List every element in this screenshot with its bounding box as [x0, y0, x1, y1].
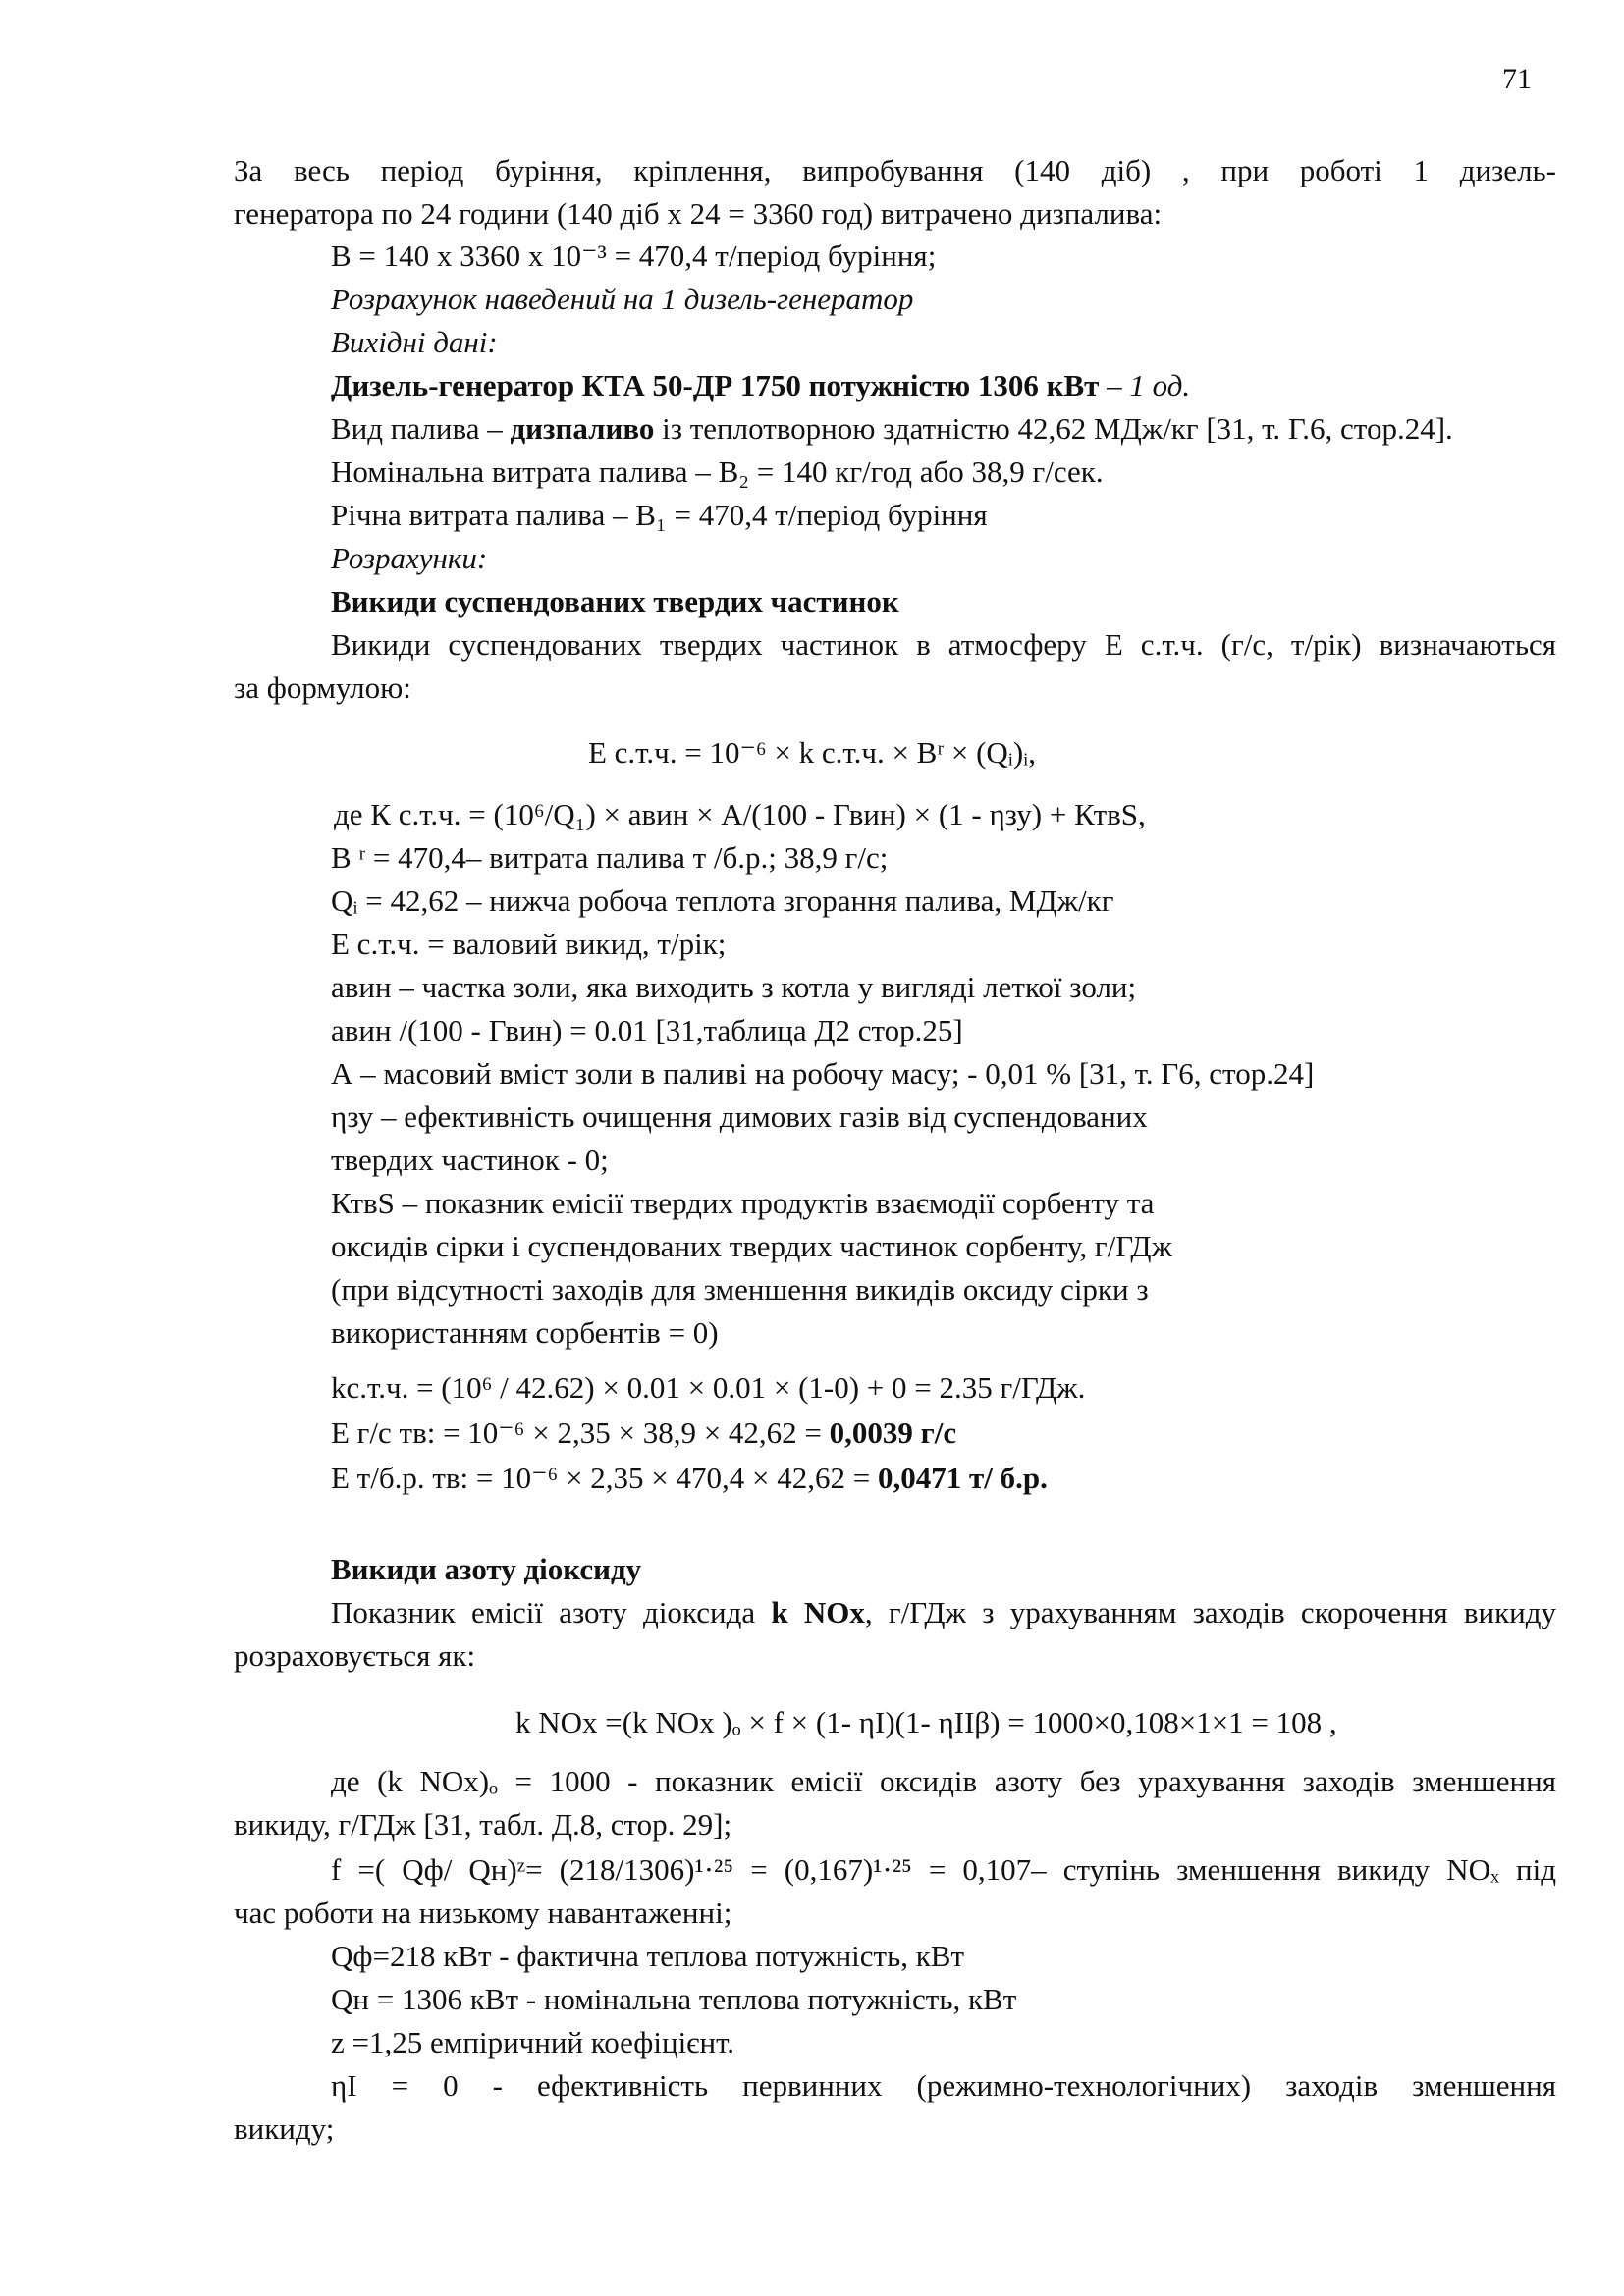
- paragraph-line: ηI = 0 - ефективність первинних (режимно-технологічних) заходів зменшення: [331, 2068, 1556, 2103]
- formula-line: В = 140 х 3360 х 10⁻³ = 470,4 т/період буріння;: [331, 239, 937, 273]
- paragraph-line: f =( Qф/ Qн)ᶻ= (218/1306)¹·²⁵ = (0,167)¹·²⁵ = 0,107– ступінь зменшення викиду NOₓ під: [331, 1852, 1556, 1887]
- section-label: Розрахунки:: [331, 541, 488, 575]
- paragraph-line: В ʳ = 470,4– витрата палива т /б.р.; 38,9 г/с;: [331, 840, 889, 875]
- paragraph-line: за формулою:: [234, 670, 411, 705]
- paragraph-line: розраховується як:: [234, 1638, 476, 1673]
- paragraph-line: КтвS – показник емісії твердих продуктів взаємодії сорбенту та: [331, 1186, 1155, 1220]
- paragraph-line: час роботи на низькому навантаженні;: [234, 1896, 732, 1930]
- paragraph-line: Qн = 1306 кВт - номінальна теплова потужність, кВт: [331, 1982, 1017, 2016]
- paragraph-line: (при відсутності заходів для зменшення викидів оксиду сірки з: [331, 1272, 1149, 1307]
- section-heading: Викиди суспендованих твердих частинок: [331, 584, 899, 618]
- generator-line: [331, 368, 1190, 403]
- paragraph-line: aвин – частка золи, яка виходить з котла у вигляді леткої золи;: [331, 970, 1137, 1004]
- paragraph-line: За весь період буріння, кріплення, випробування (140 діб) , при роботі 1 дизель-: [234, 153, 1556, 187]
- paragraph-line: викиду;: [234, 2111, 335, 2146]
- paragraph-line: використанням сорбентів = 0): [331, 1315, 719, 1350]
- paragraph-line: твердих частинок - 0;: [331, 1143, 609, 1177]
- fuel-name: дизпаливо: [510, 411, 655, 446]
- paragraph-line: Річна витрата палива – В₁ = 470,4 т/період буріння: [331, 498, 988, 532]
- formula-centered: Е с.т.ч. = 10⁻⁶ × k с.т.ч. × Вʳ × (Qᵢ)ᵢ,: [587, 735, 1036, 770]
- generator-name: Дизель-генератор КТА 50-ДР 1750 потужністю 1306 кВт: [331, 368, 1100, 402]
- page-number: 71: [1502, 63, 1532, 95]
- paragraph-line: А – масовий вміст золи в паливі на робочу масу; - 0,01 % [31, т. Г6, стор.24]: [331, 1056, 1315, 1091]
- paragraph-line: викиду, г/ГДж [31, табл. Д.8, стор. 29];: [234, 1807, 732, 1842]
- generator-count: – 1 од.: [1099, 368, 1191, 402]
- section-heading: Викиди азоту діоксиду: [331, 1552, 642, 1586]
- result-line: Е т/б.р. тв: = 10⁻⁶ × 2,35 × 470,4 × 42,62 = 0,0471 т/ б.р.: [331, 1461, 1048, 1495]
- result-value: 0,0039 г/с: [829, 1415, 957, 1450]
- formula-line: k NOx =(k NOx )ₒ × f × (1- ηI)(1- ηIIβ) = 1000×0,108×1×1 = 108 ,: [515, 1705, 1337, 1739]
- paragraph-line: де К с.т.ч. = (10⁶/Q₁) × aвин × A/(100 - Гвин) × (1 - ηзу) + КтвS,: [334, 797, 1146, 831]
- section-label: Вихідні дані:: [331, 325, 498, 359]
- paragraph-line: z =1,25 емпіричний коефіцієнт.: [331, 2025, 735, 2059]
- paragraph-line: Qф=218 кВт - фактична теплова потужність, кВт: [331, 1939, 965, 1973]
- fuel-type-line: Вид палива – дизпаливо із теплотворною здатністю 42,62 МДж/кг [31, т. Г.6, стор.24].: [331, 411, 1453, 446]
- paragraph-line: оксидів сірки і суспендованих твердих частинок сорбенту, г/ГДж: [331, 1229, 1172, 1263]
- paragraph-line: Qᵢ = 42,62 – нижча робоча теплота згорання палива, МДж/кг: [331, 883, 1114, 918]
- result-line: Е г/с тв: = 10⁻⁶ × 2,35 × 38,9 × 42,62 = 0,0039 г/с: [331, 1415, 957, 1450]
- paragraph-line: Е с.т.ч. = валовий викид, т/рік;: [331, 927, 727, 961]
- italic-note: Розрахунок наведений на 1 дизель-генератор: [331, 282, 914, 316]
- paragraph-line: Номінальна витрата палива – В₂ = 140 кг/год або 38,9 г/сек.: [331, 454, 1104, 489]
- result-value: 0,0471 т/ б.р.: [878, 1461, 1048, 1495]
- paragraph-line: Показник емісії азоту діоксида k NOx, г/ГДж з урахуванням заходів скорочення викиду: [331, 1595, 1556, 1629]
- paragraph-line: Викиди суспендованих твердих частинок в атмосферу Е с.т.ч. (г/с, т/рік) визначаються: [331, 627, 1556, 662]
- paragraph-line: aвин /(100 - Гвин) = 0.01 [31,таблица Д2 стор.25]: [331, 1013, 963, 1047]
- formula-line: kс.т.ч. = (10⁶ / 42.62) × 0.01 × 0.01 × (1-0) + 0 = 2.35 г/ГДж.: [331, 1370, 1086, 1405]
- paragraph-line: генератора по 24 години (140 діб х 24 = 3360 год) витрачено дизпалива:: [234, 196, 1163, 231]
- paragraph-line: де (k NOx)ₒ = 1000 - показник емісії оксидів азоту без урахування заходів зменшення: [331, 1764, 1556, 1798]
- paragraph-line: ηзу – ефективність очищення димових газів від суспендованих: [331, 1099, 1148, 1134]
